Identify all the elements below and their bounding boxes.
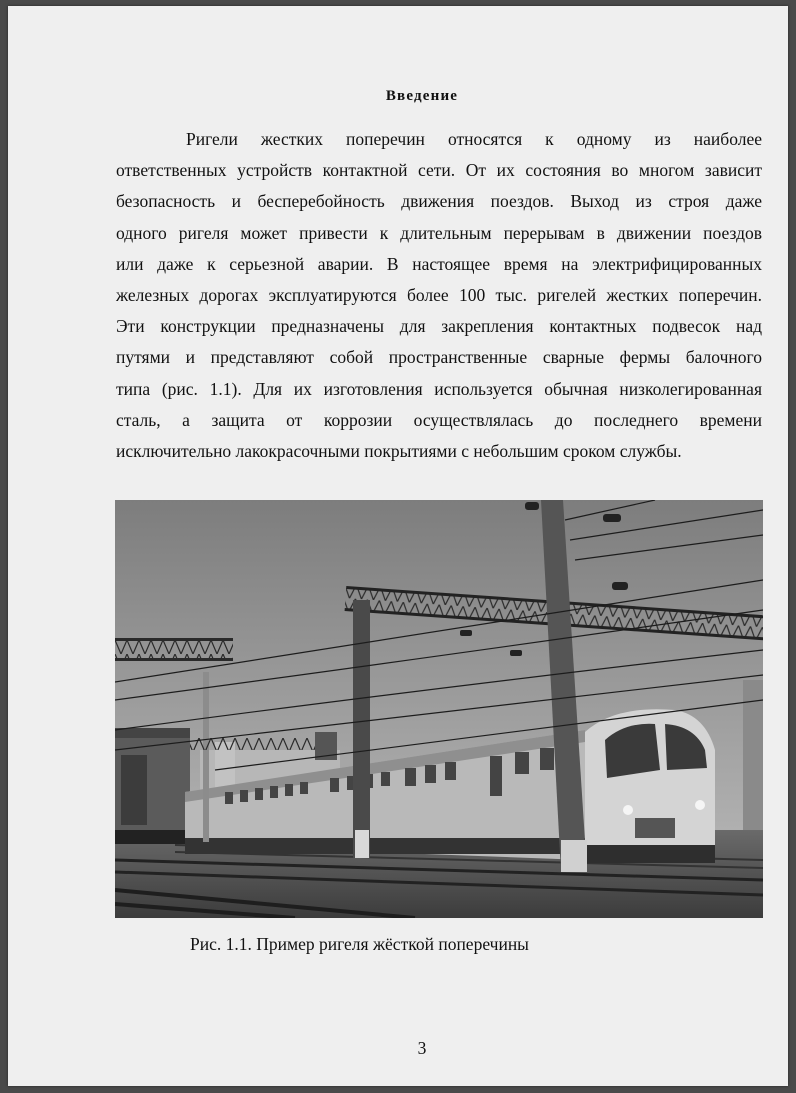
paragraph-line: железных дорогах эксплуатируются более 100 тыс. ригелей жестких поперечин. xyxy=(116,285,762,306)
paragraph-line: Эти конструкции предназначены для закрепления контактных подвесок над xyxy=(116,316,762,337)
paragraph-line: ответственных устройств контактной сети. От их состояния во многом зависит xyxy=(116,160,762,181)
figure-caption: Рис. 1.1. Пример ригеля жёсткой поперечины xyxy=(190,934,529,954)
paragraph-line: путями и представляют собой пространственные сварные фермы балочного xyxy=(116,347,762,368)
figure-photo-railway-crossbeam xyxy=(115,500,763,918)
railway-photo xyxy=(115,500,763,918)
document-page xyxy=(8,6,788,1086)
section-heading: Введение xyxy=(385,88,459,104)
paragraph-line: Ригели жестких поперечин относятся к одному из наиболее xyxy=(186,129,762,149)
paragraph-line: одного ригеля может привести к длительным перерывам в движении поездов xyxy=(116,222,762,243)
paragraph-line: исключительно лакокрасочными покрытиями с небольшим сроком службы. xyxy=(116,441,682,462)
paragraph-line: типа (рис. 1.1). Для их изготовления используется обычная низколегированная xyxy=(116,378,762,399)
paragraph-line: безопасность и бесперебойность движения поездов. Выход из строя даже xyxy=(116,191,762,212)
paragraph-line: или даже к серьезной аварии. В настоящее время на электрифицированных xyxy=(116,253,762,274)
body-paragraph xyxy=(116,124,762,467)
paragraph-line: сталь, а защита от коррозии осуществлялась до последнего времени xyxy=(116,409,762,430)
page-number: 3 xyxy=(417,1038,427,1058)
